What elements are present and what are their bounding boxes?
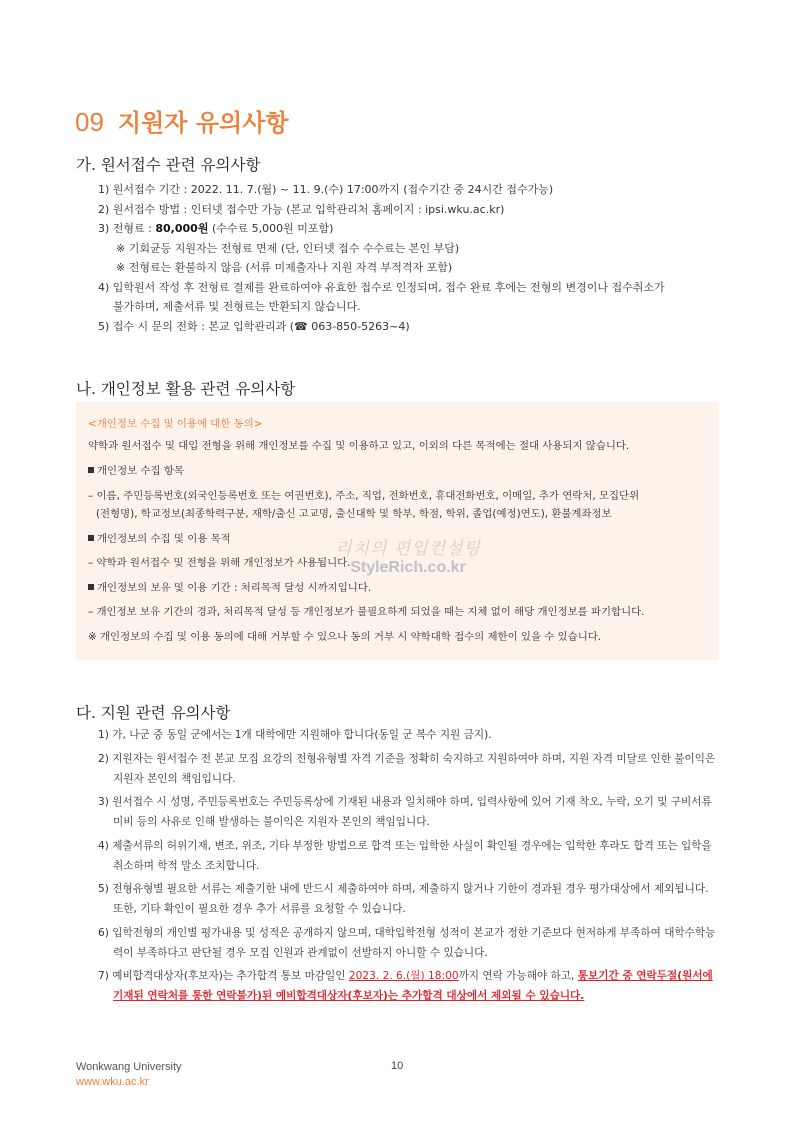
item-text: 까지 연락 가능해야 하고, <box>458 970 578 982</box>
consent-detail: – 이름, 주민등록번호(외국인등록번호 또는 여권번호), 주소, 직업, 전화번호, 휴대전화번호, 이메일, 추가 연락처, 모집단위 <box>88 490 640 502</box>
list-item: 5) 전형유형별 필요한 서류는 제출기한 내에 반드시 제출하여야 하며, 제출하지 않거나 기한이 경과된 경우 평가대상에서 제외됩니다. 또한, 기타 확인이 필요한 경우 추가 서류를 요청할 수 있습니다. <box>98 883 709 915</box>
privacy-consent-box <box>76 402 719 660</box>
footer-university: Wonkwang University <box>76 1061 182 1073</box>
section-title: 지원자 유의사항 <box>117 109 289 137</box>
watermark-text: 리치의 편입컨설팅 <box>335 539 481 559</box>
deadline-date: 2023. 2. 6.(월) 18:00 <box>348 970 459 982</box>
item-line: 불가하며, 제출서류 및 전형료는 반환되지 않습니다. <box>113 300 361 313</box>
list-item: 3) 원서접수 시 성명, 주민등록번호는 주민등록상에 기재된 내용과 일치해야 하며, 입력사항에 있어 기재 착오, 누락, 오기 및 구비서류 미비 등의 사유로 인해 발생하는 불이익은 지원자 본인의 책임입니다. <box>98 796 712 828</box>
page-number: 10 <box>391 1060 404 1072</box>
square-bullet-icon <box>88 584 94 590</box>
section-number: 09 <box>75 107 104 137</box>
list-item <box>98 239 720 259</box>
section-c-list <box>98 725 720 1010</box>
fee-amount: 80,000원 <box>155 222 209 235</box>
list-item <box>98 219 720 239</box>
item-line: 4) 입학원서 작성 후 전형료 결제를 완료하여야 유효한 접수로 인정되며, 접수 완료 후에는 전형의 변경이나 접수취소가 <box>98 280 665 294</box>
watermark <box>328 534 488 577</box>
list-item: 1) 원서접수 기간 : 2022. 11. 7.(월) ~ 11. 9.(수) 17:00까지 (접수기간 중 24시간 접수가능) <box>98 183 554 196</box>
consent-item-label: 개인정보의 보유 및 이용 기간 : 처리목적 달성 시까지입니다. <box>97 582 372 594</box>
fee-note: (수수료 5,000원 미포함) <box>208 222 334 235</box>
consent-item-heading <box>88 463 711 479</box>
consent-intro: 약학과 원서접수 및 대입 전형을 위해 개인정보를 수집 및 이용하고 있고, 이외의 다른 목적에는 절대 사용되지 않습니다. <box>88 440 630 452</box>
list-item: 2) 원서접수 방법 : 인터넷 접수만 가능 (본교 입학관리처 홈페이지 : ipsi.wku.ac.kr) <box>98 202 505 216</box>
section-a-list <box>98 180 720 336</box>
list-item <box>98 966 720 1006</box>
page-title <box>75 103 289 139</box>
square-bullet-icon <box>88 467 94 473</box>
note: ※ 기회균등 지원자는 전형료 면제 (단, 인터넷 접수 수수료는 본인 부담) <box>116 241 460 255</box>
list-item <box>98 258 720 278</box>
consent-item-label: 개인정보 수집 항목 <box>97 465 184 477</box>
consent-item-heading <box>88 580 711 596</box>
list-item: 4) 제출서류의 허위기재, 변조, 위조, 기타 부정한 방법으로 합격 또는 입학한 사실이 확인될 경우에는 입학한 후라도 합격 또는 입학을 취소하며 학적 말소 조치합니다. <box>98 839 712 872</box>
section-c-heading: 다. 지원 관련 유의사항 <box>76 704 231 722</box>
consent-detail: (전형명), 학교정보(최종학력구분, 재학/출신 고교명, 출신대학 및 학부, 학점, 학위, 졸업(예정)연도), 환불계좌정보 <box>96 508 612 520</box>
list-item: 2) 지원자는 원서접수 전 본교 모집 요강의 전형유형별 자격 기준을 정확히 숙지하고 지원하여야 하며, 지원 자격 미달로 인한 불이익은 지원자 본인의 책임입니다. <box>98 752 716 785</box>
section-b-heading: 나. 개인정보 활용 관련 유의사항 <box>76 380 296 398</box>
list-item <box>98 278 720 317</box>
watermark-url: StyleRich.co.kr <box>350 559 466 576</box>
square-bullet-icon <box>88 535 94 541</box>
section-a-heading: 가. 원서접수 관련 유의사항 <box>76 156 261 174</box>
consent-note: ※ 개인정보의 수집 및 이용 동의에 대해 거부할 수 있으나 동의 거부 시 약학대학 접수의 제한이 있을 수 있습니다. <box>88 631 602 643</box>
consent-item-label: 개인정보의 수집 및 이용 목적 <box>97 533 231 545</box>
list-item: 1) 가, 나군 중 동일 군에서는 1개 대학에만 지원해야 합니다(동일 군 복수 지원 금지). <box>98 729 492 741</box>
note: ※ 전형료는 환불하지 않음 (서류 미제출자나 지원 자격 부적격자 포함) <box>116 261 453 274</box>
footer-url[interactable]: www.wku.ac.kr <box>76 1076 149 1088</box>
consent-title: <개인정보 수집 및 이용에 대한 동의> <box>88 418 263 430</box>
item-text: 7) 예비합격대상자(후보자)는 추가합격 통보 마감일인 <box>98 970 349 982</box>
footer <box>76 1060 182 1090</box>
warning-text: 통보기간 중 연락두절(원서에 기재된 연락처를 통한 연락불가)된 예비합격대상자(후보자)는 추가합격 대상에서 제외될 수 있습니다. <box>113 970 713 1002</box>
list-item: 5) 접수 시 문의 전화 : 본교 입학관리과 (☎ 063-850-5263~4) <box>98 319 410 333</box>
fee-label: 3) 전형료 : <box>98 222 156 235</box>
list-item: 6) 입학전형의 개인별 평가내용 및 성적은 공개하지 않으며, 대학입학전형 성적이 본교가 정한 기준보다 현저하게 부족하여 대학수학능력이 부족하다고 판단될 경우 모집 인원과 관계없이 선발하지 아니할 수 있습니다. <box>98 926 716 959</box>
consent-detail: – 약학과 원서접수 및 전형을 위해 개인정보가 사용됩니다. <box>88 557 351 569</box>
consent-detail: – 개인정보 보유 기간의 경과, 처리목적 달성 등 개인정보가 불필요하게 되었을 때는 지체 없이 해당 개인정보를 파기합니다. <box>88 606 645 618</box>
